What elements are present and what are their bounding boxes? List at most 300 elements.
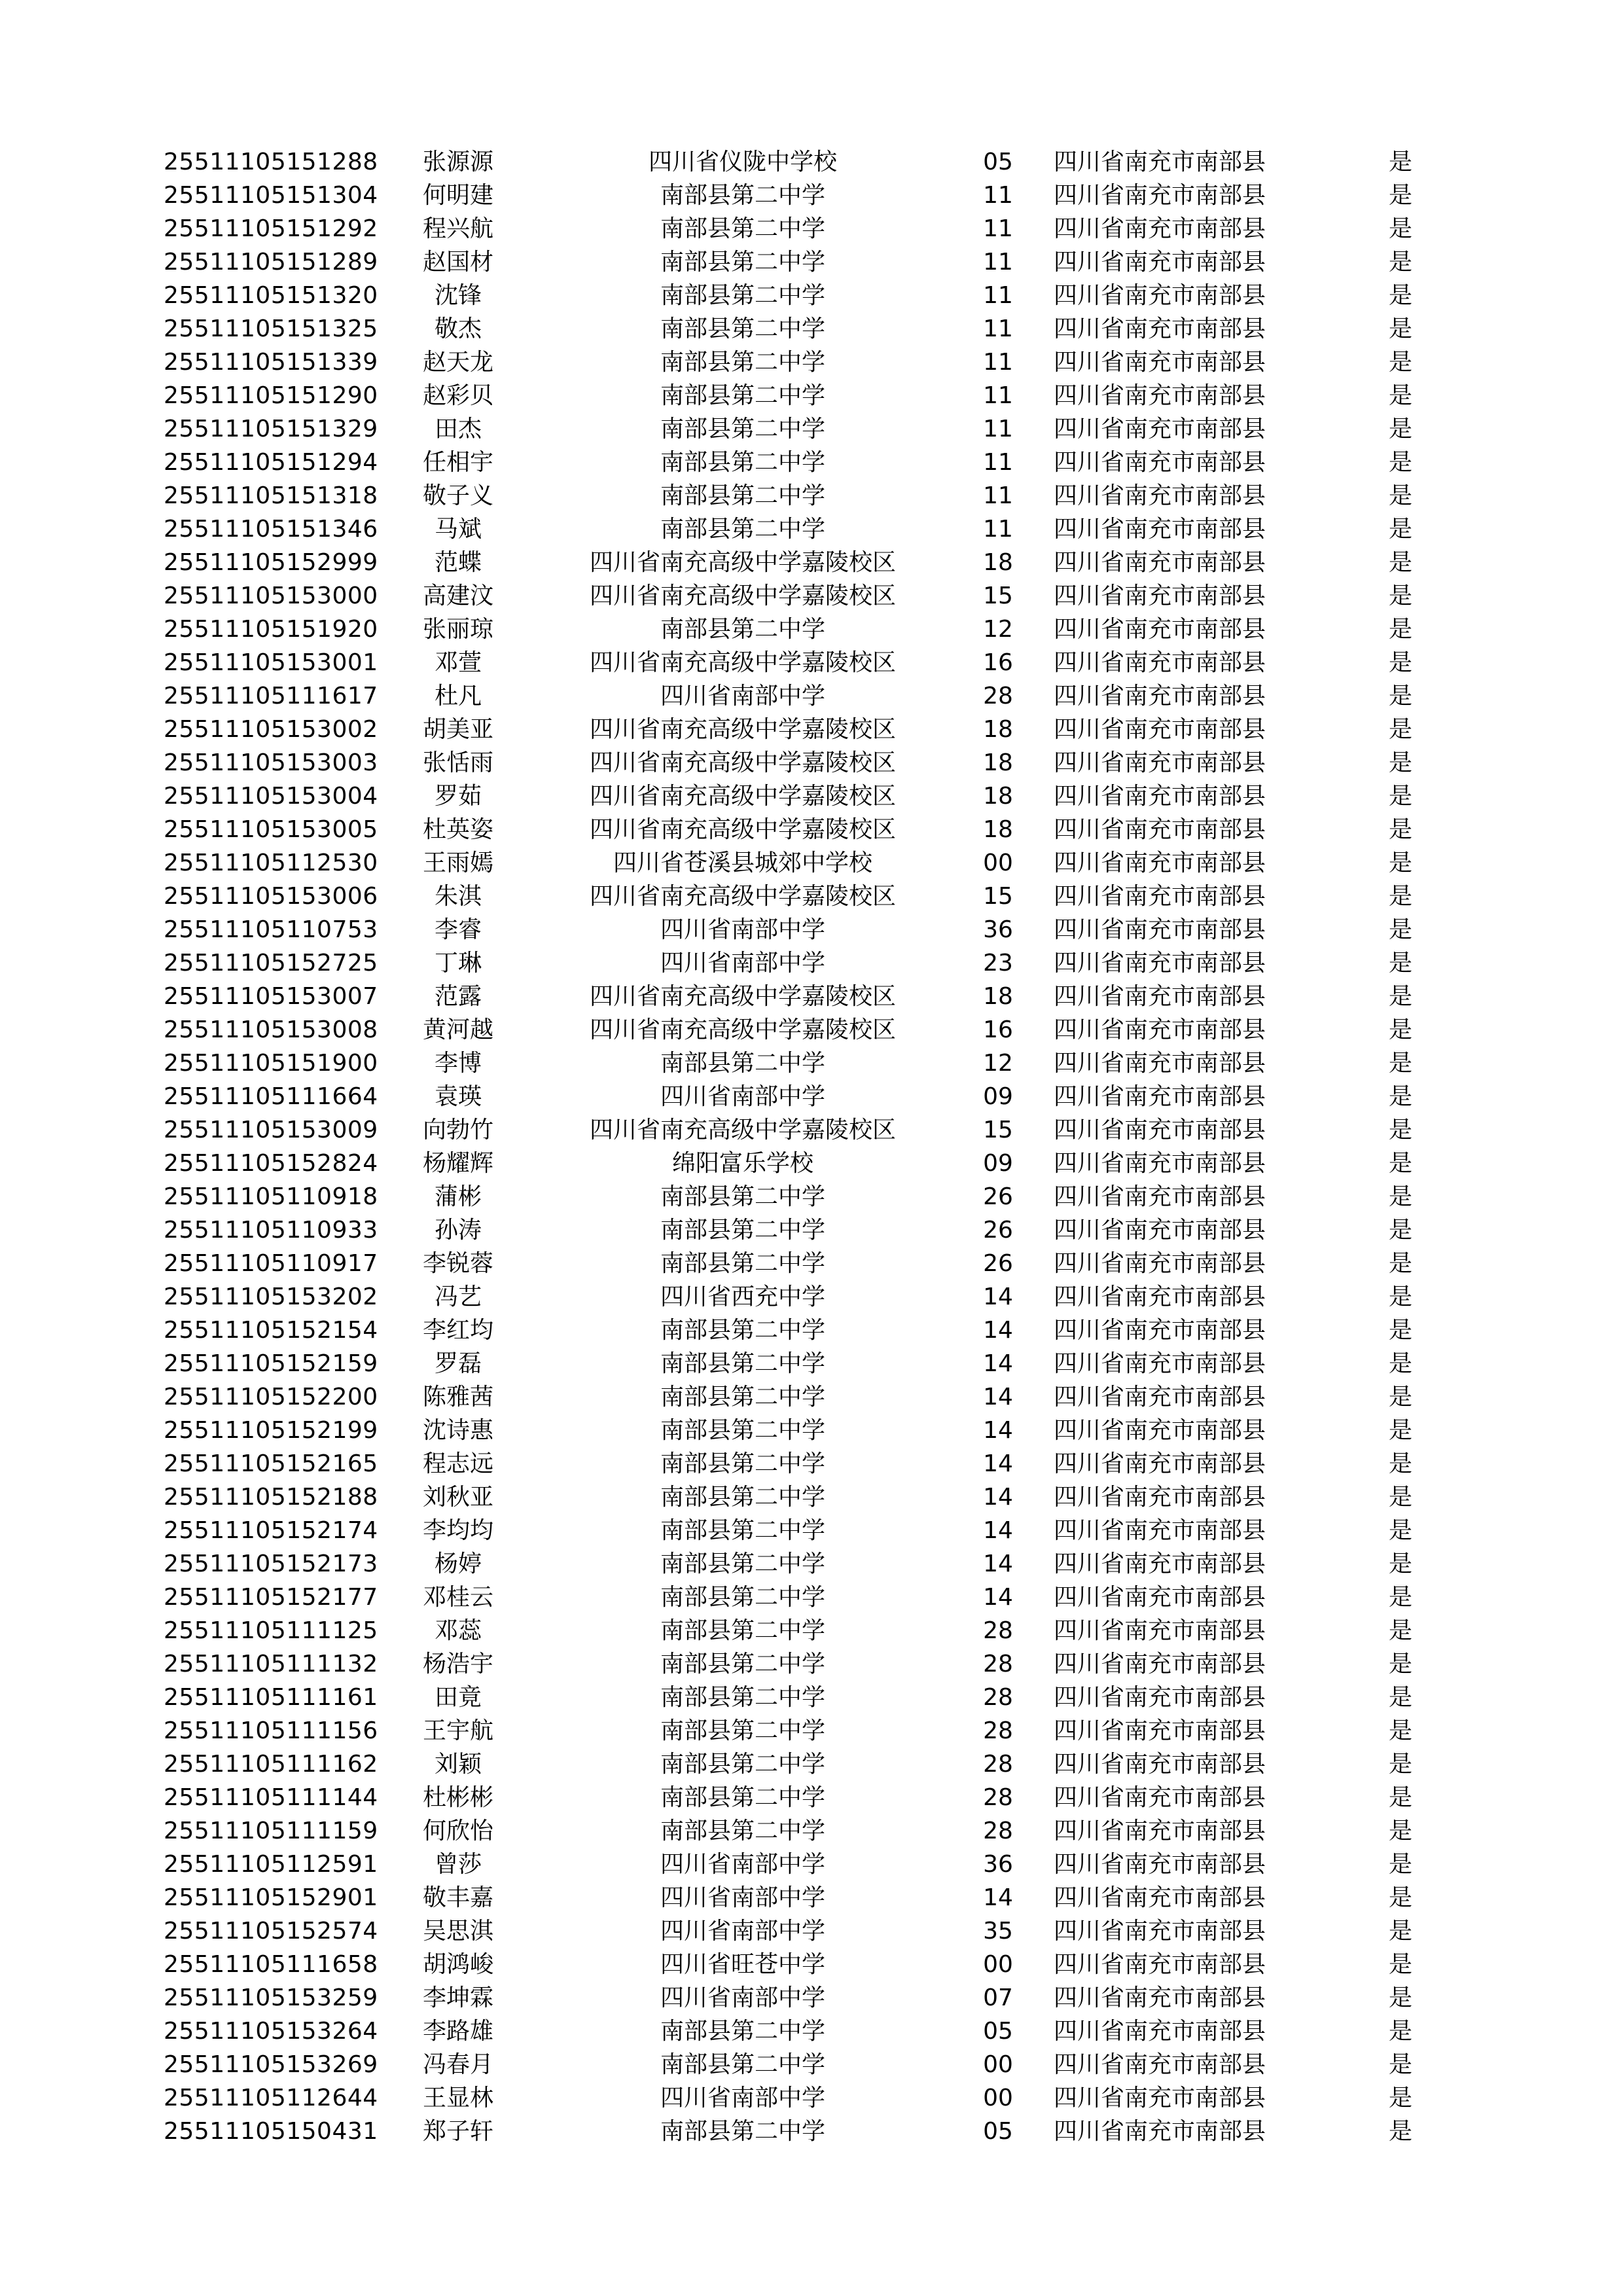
region-name: 四川省南充市南部县 [1054, 1684, 1266, 1711]
table-row [0, 1981, 1623, 2015]
status-flag: 是 [1388, 1150, 1412, 1177]
status-flag: 是 [1388, 1484, 1412, 1511]
status-flag: 是 [1388, 983, 1412, 1010]
candidate-id: 25511105110918 [164, 1183, 378, 1210]
table-row [0, 946, 1623, 980]
region-name: 四川省南充市南部县 [1054, 1818, 1266, 1844]
region-name: 四川省南充市南部县 [1054, 1918, 1266, 1945]
candidate-id: 25511105111162 [164, 1751, 378, 1778]
candidate-id: 25511105151318 [164, 482, 378, 509]
candidate-id: 25511105152154 [164, 1317, 378, 1344]
school-name: 四川省南充高级中学嘉陵校区 [589, 983, 896, 1010]
status-flag: 是 [1388, 850, 1412, 876]
class-code: 18 [983, 983, 1013, 1010]
region-name: 四川省南充市南部县 [1054, 950, 1266, 977]
school-name: 四川省苍溪县城郊中学校 [613, 850, 872, 876]
student-name: 赵彩贝 [422, 382, 493, 409]
status-flag: 是 [1388, 2118, 1412, 2145]
student-name: 任相宇 [422, 449, 493, 476]
region-name: 四川省南充市南部县 [1054, 716, 1266, 743]
table-row [0, 713, 1623, 746]
class-code: 09 [983, 1150, 1013, 1177]
student-name: 敬子义 [422, 482, 493, 509]
candidate-id: 25511105151304 [164, 182, 378, 209]
candidate-id: 25511105110753 [164, 916, 378, 943]
school-name: 南部县第二中学 [660, 1717, 825, 1744]
school-name: 南部县第二中学 [660, 416, 825, 442]
class-code: 05 [983, 149, 1013, 175]
candidate-id: 25511105112530 [164, 850, 378, 876]
table-row [0, 2015, 1623, 2048]
student-name: 王雨嫣 [422, 850, 493, 876]
table-row [0, 1213, 1623, 1247]
candidate-id: 25511105153001 [164, 649, 378, 676]
candidate-id: 25511105153264 [164, 2018, 378, 2045]
school-name: 南部县第二中学 [660, 2118, 825, 2145]
candidate-id: 25511105152725 [164, 950, 378, 977]
student-name: 罗磊 [434, 1350, 482, 1377]
table-row [0, 813, 1623, 846]
status-flag: 是 [1388, 1684, 1412, 1711]
status-flag: 是 [1388, 482, 1412, 509]
region-name: 四川省南充市南部县 [1054, 583, 1266, 609]
class-code: 14 [983, 1517, 1013, 1544]
status-flag: 是 [1388, 716, 1412, 743]
class-code: 11 [983, 416, 1013, 442]
student-name: 程志远 [422, 1450, 493, 1477]
status-flag: 是 [1388, 1083, 1412, 1110]
student-name: 沈锋 [434, 282, 482, 309]
class-code: 26 [983, 1217, 1013, 1244]
candidate-id: 25511105152901 [164, 1884, 378, 1911]
student-name: 朱淇 [434, 883, 482, 910]
region-name: 四川省南充市南部县 [1054, 1984, 1266, 2011]
class-code: 15 [983, 583, 1013, 609]
student-name: 黄河越 [422, 1016, 493, 1043]
student-name: 邓桂云 [422, 1584, 493, 1611]
table-row [0, 1748, 1623, 1781]
status-flag: 是 [1388, 1551, 1412, 1577]
school-name: 南部县第二中学 [660, 1818, 825, 1844]
school-name: 南部县第二中学 [660, 215, 825, 242]
status-flag: 是 [1388, 349, 1412, 376]
table-row [0, 446, 1623, 479]
class-code: 14 [983, 1384, 1013, 1410]
status-flag: 是 [1388, 2085, 1412, 2111]
region-name: 四川省南充市南部县 [1054, 149, 1266, 175]
class-code: 18 [983, 716, 1013, 743]
status-flag: 是 [1388, 416, 1412, 442]
region-name: 四川省南充市南部县 [1054, 1050, 1266, 1077]
school-name: 南部县第二中学 [660, 1784, 825, 1811]
table-row [0, 880, 1623, 913]
school-name: 四川省南部中学 [660, 1984, 825, 2011]
class-code: 36 [983, 916, 1013, 943]
class-code: 14 [983, 1884, 1013, 1911]
school-name: 南部县第二中学 [660, 182, 825, 209]
table-row [0, 2081, 1623, 2115]
table-row [0, 1314, 1623, 1347]
status-flag: 是 [1388, 2051, 1412, 2078]
table-row [0, 913, 1623, 946]
status-flag: 是 [1388, 315, 1412, 342]
student-name: 袁瑛 [434, 1083, 482, 1110]
candidate-id: 25511105152999 [164, 549, 378, 576]
status-flag: 是 [1388, 916, 1412, 943]
class-code: 00 [983, 2085, 1013, 2111]
student-name: 杨婷 [434, 1551, 482, 1577]
region-name: 四川省南充市南部县 [1054, 883, 1266, 910]
school-name: 南部县第二中学 [660, 1617, 825, 1644]
candidate-id: 25511105111144 [164, 1784, 378, 1811]
student-name: 沈诗惠 [422, 1417, 493, 1444]
region-name: 四川省南充市南部县 [1054, 182, 1266, 209]
region-name: 四川省南充市南部县 [1054, 1417, 1266, 1444]
region-name: 四川省南充市南部县 [1054, 1117, 1266, 1143]
candidate-id: 25511105153003 [164, 749, 378, 776]
candidate-id: 25511105151325 [164, 315, 378, 342]
table-row [0, 646, 1623, 679]
region-name: 四川省南充市南部县 [1054, 1617, 1266, 1644]
region-name: 四川省南充市南部县 [1054, 249, 1266, 276]
class-code: 12 [983, 616, 1013, 643]
student-name: 冯春月 [422, 2051, 493, 2078]
table-row [0, 2048, 1623, 2081]
school-name: 南部县第二中学 [660, 516, 825, 543]
table-row [0, 1514, 1623, 1547]
region-name: 四川省南充市南部县 [1054, 783, 1266, 810]
class-code: 28 [983, 1684, 1013, 1711]
region-name: 四川省南充市南部县 [1054, 1217, 1266, 1244]
school-name: 四川省南部中学 [660, 1918, 825, 1945]
table-row [0, 1814, 1623, 1848]
table-row [0, 1581, 1623, 1614]
school-name: 南部县第二中学 [660, 315, 825, 342]
status-flag: 是 [1388, 249, 1412, 276]
school-name: 南部县第二中学 [660, 1517, 825, 1544]
region-name: 四川省南充市南部县 [1054, 1016, 1266, 1043]
region-name: 四川省南充市南部县 [1054, 1317, 1266, 1344]
school-name: 南部县第二中学 [660, 1450, 825, 1477]
table-row [0, 1414, 1623, 1447]
class-code: 14 [983, 1317, 1013, 1344]
status-flag: 是 [1388, 1250, 1412, 1277]
class-code: 23 [983, 950, 1013, 977]
class-code: 18 [983, 816, 1013, 843]
school-name: 南部县第二中学 [660, 382, 825, 409]
school-name: 四川省南部中学 [660, 916, 825, 943]
school-name: 南部县第二中学 [660, 1317, 825, 1344]
class-code: 11 [983, 382, 1013, 409]
student-name: 孙涛 [434, 1217, 482, 1244]
student-name: 张恬雨 [422, 749, 493, 776]
candidate-id: 25511105153005 [164, 816, 378, 843]
region-name: 四川省南充市南部县 [1054, 983, 1266, 1010]
candidate-id: 25511105111664 [164, 1083, 378, 1110]
candidate-id: 25511105153007 [164, 983, 378, 1010]
status-flag: 是 [1388, 1717, 1412, 1744]
table-row [0, 613, 1623, 646]
table-row [0, 1881, 1623, 1914]
candidate-id: 25511105153202 [164, 1283, 378, 1310]
table-row [0, 1080, 1623, 1113]
class-code: 28 [983, 1651, 1013, 1677]
candidate-id: 25511105150431 [164, 2118, 378, 2145]
status-flag: 是 [1388, 1417, 1412, 1444]
region-name: 四川省南充市南部县 [1054, 1384, 1266, 1410]
table-row [0, 379, 1623, 412]
class-code: 28 [983, 1717, 1013, 1744]
class-code: 00 [983, 2051, 1013, 2078]
school-name: 南部县第二中学 [660, 1684, 825, 1711]
candidate-id: 25511105151900 [164, 1050, 378, 1077]
status-flag: 是 [1388, 549, 1412, 576]
table-row [0, 1147, 1623, 1180]
student-name: 赵国材 [422, 249, 493, 276]
school-name: 南部县第二中学 [660, 1751, 825, 1778]
table-row [0, 1614, 1623, 1647]
candidate-id: 25511105151329 [164, 416, 378, 442]
status-flag: 是 [1388, 449, 1412, 476]
school-name: 南部县第二中学 [660, 1584, 825, 1611]
class-code: 26 [983, 1183, 1013, 1210]
table-row [0, 1047, 1623, 1080]
school-name: 四川省南充高级中学嘉陵校区 [589, 1016, 896, 1043]
student-name: 刘秋亚 [422, 1484, 493, 1511]
status-flag: 是 [1388, 149, 1412, 175]
student-name: 邓蕊 [434, 1617, 482, 1644]
school-name: 四川省南充高级中学嘉陵校区 [589, 649, 896, 676]
region-name: 四川省南充市南部县 [1054, 1851, 1266, 1878]
candidate-id: 25511105111132 [164, 1651, 378, 1677]
candidate-id: 25511105152199 [164, 1417, 378, 1444]
class-code: 14 [983, 1283, 1013, 1310]
status-flag: 是 [1388, 749, 1412, 776]
school-name: 四川省南充高级中学嘉陵校区 [589, 583, 896, 609]
school-name: 四川省南充高级中学嘉陵校区 [589, 749, 896, 776]
school-name: 四川省南部中学 [660, 683, 825, 709]
school-name: 南部县第二中学 [660, 349, 825, 376]
school-name: 四川省南部中学 [660, 1083, 825, 1110]
table-row [0, 1948, 1623, 1981]
table-row [0, 1914, 1623, 1948]
school-name: 南部县第二中学 [660, 1050, 825, 1077]
table-row [0, 1647, 1623, 1681]
student-name: 马斌 [434, 516, 482, 543]
table-row [0, 1280, 1623, 1314]
student-name: 张丽琼 [422, 616, 493, 643]
status-flag: 是 [1388, 1050, 1412, 1077]
class-code: 28 [983, 1818, 1013, 1844]
status-flag: 是 [1388, 1984, 1412, 2011]
status-flag: 是 [1388, 516, 1412, 543]
student-name: 丁琳 [434, 950, 482, 977]
student-name: 李坤霖 [422, 1984, 493, 2011]
student-name: 杨耀辉 [422, 1150, 493, 1177]
table-row [0, 145, 1623, 179]
region-name: 四川省南充市南部县 [1054, 449, 1266, 476]
class-code: 18 [983, 749, 1013, 776]
table-row [0, 279, 1623, 312]
student-name: 李路雄 [422, 2018, 493, 2045]
region-name: 四川省南充市南部县 [1054, 549, 1266, 576]
class-code: 14 [983, 1484, 1013, 1511]
region-name: 四川省南充市南部县 [1054, 1450, 1266, 1477]
candidate-id: 25511105152188 [164, 1484, 378, 1511]
status-flag: 是 [1388, 1617, 1412, 1644]
student-name: 杜彬彬 [422, 1784, 493, 1811]
status-flag: 是 [1388, 1283, 1412, 1310]
status-flag: 是 [1388, 1884, 1412, 1911]
student-name: 李红均 [422, 1317, 493, 1344]
candidate-id: 25511105151339 [164, 349, 378, 376]
class-code: 36 [983, 1851, 1013, 1878]
candidate-id: 25511105111156 [164, 1717, 378, 1744]
candidate-id: 25511105112644 [164, 2085, 378, 2111]
candidate-id: 25511105152177 [164, 1584, 378, 1611]
school-name: 南部县第二中学 [660, 1384, 825, 1410]
table-row [0, 2115, 1623, 2148]
candidate-id: 25511105151320 [164, 282, 378, 309]
region-name: 四川省南充市南部县 [1054, 282, 1266, 309]
candidate-id: 25511105112591 [164, 1851, 378, 1878]
table-row [0, 512, 1623, 546]
table-row [0, 1480, 1623, 1514]
student-name: 曾莎 [434, 1851, 482, 1878]
student-name: 杜凡 [434, 683, 482, 709]
candidate-id: 25511105153009 [164, 1117, 378, 1143]
region-name: 四川省南充市南部县 [1054, 1350, 1266, 1377]
school-name: 四川省南充高级中学嘉陵校区 [589, 816, 896, 843]
candidate-id: 25511105151292 [164, 215, 378, 242]
student-name: 王显林 [422, 2085, 493, 2111]
table-row [0, 1447, 1623, 1480]
school-name: 南部县第二中学 [660, 616, 825, 643]
status-flag: 是 [1388, 1217, 1412, 1244]
status-flag: 是 [1388, 1951, 1412, 1978]
table-row [0, 1848, 1623, 1881]
student-name: 罗茹 [434, 783, 482, 810]
status-flag: 是 [1388, 1317, 1412, 1344]
student-name: 吴思淇 [422, 1918, 493, 1945]
school-name: 南部县第二中学 [660, 1217, 825, 1244]
class-code: 11 [983, 315, 1013, 342]
class-code: 18 [983, 549, 1013, 576]
class-code: 28 [983, 1784, 1013, 1811]
region-name: 四川省南充市南部县 [1054, 1584, 1266, 1611]
class-code: 15 [983, 1117, 1013, 1143]
class-code: 35 [983, 1918, 1013, 1945]
school-name: 四川省南充高级中学嘉陵校区 [589, 883, 896, 910]
region-name: 四川省南充市南部县 [1054, 616, 1266, 643]
region-name: 四川省南充市南部县 [1054, 1551, 1266, 1577]
region-name: 四川省南充市南部县 [1054, 516, 1266, 543]
region-name: 四川省南充市南部县 [1054, 1884, 1266, 1911]
candidate-id: 25511105151920 [164, 616, 378, 643]
region-name: 四川省南充市南部县 [1054, 816, 1266, 843]
school-name: 南部县第二中学 [660, 249, 825, 276]
table-row [0, 1681, 1623, 1714]
status-flag: 是 [1388, 1918, 1412, 1945]
status-flag: 是 [1388, 683, 1412, 709]
record-table [0, 145, 1623, 2148]
status-flag: 是 [1388, 1851, 1412, 1878]
table-row [0, 546, 1623, 579]
region-name: 四川省南充市南部县 [1054, 1717, 1266, 1744]
class-code: 16 [983, 1016, 1013, 1043]
table-row [0, 312, 1623, 346]
school-name: 南部县第二中学 [660, 1350, 825, 1377]
class-code: 14 [983, 1417, 1013, 1444]
table-row [0, 245, 1623, 279]
table-row [0, 1380, 1623, 1414]
region-name: 四川省南充市南部县 [1054, 1183, 1266, 1210]
table-row [0, 479, 1623, 512]
candidate-id: 25511105151290 [164, 382, 378, 409]
status-flag: 是 [1388, 1651, 1412, 1677]
status-flag: 是 [1388, 1751, 1412, 1778]
table-row [0, 412, 1623, 446]
school-name: 南部县第二中学 [660, 1484, 825, 1511]
region-name: 四川省南充市南部县 [1054, 916, 1266, 943]
status-flag: 是 [1388, 1818, 1412, 1844]
region-name: 四川省南充市南部县 [1054, 349, 1266, 376]
region-name: 四川省南充市南部县 [1054, 850, 1266, 876]
student-name: 杜英姿 [422, 816, 493, 843]
school-name: 南部县第二中学 [660, 1551, 825, 1577]
class-code: 12 [983, 1050, 1013, 1077]
school-name: 四川省旺苍中学 [660, 1951, 825, 1978]
table-row [0, 1247, 1623, 1280]
status-flag: 是 [1388, 783, 1412, 810]
class-code: 26 [983, 1250, 1013, 1277]
region-name: 四川省南充市南部县 [1054, 1083, 1266, 1110]
candidate-id: 25511105111617 [164, 683, 378, 709]
table-row [0, 179, 1623, 212]
student-name: 田竟 [434, 1684, 482, 1711]
school-name: 南部县第二中学 [660, 1651, 825, 1677]
class-code: 07 [983, 1984, 1013, 2011]
status-flag: 是 [1388, 583, 1412, 609]
class-code: 11 [983, 349, 1013, 376]
student-name: 李睿 [434, 916, 482, 943]
candidate-id: 25511105110917 [164, 1250, 378, 1277]
status-flag: 是 [1388, 1350, 1412, 1377]
table-row [0, 1547, 1623, 1581]
candidate-id: 25511105111159 [164, 1818, 378, 1844]
status-flag: 是 [1388, 616, 1412, 643]
student-name: 王宇航 [422, 1717, 493, 1744]
region-name: 四川省南充市南部县 [1054, 1150, 1266, 1177]
status-flag: 是 [1388, 1784, 1412, 1811]
table-row [0, 1013, 1623, 1047]
class-code: 28 [983, 1751, 1013, 1778]
candidate-id: 25511105153004 [164, 783, 378, 810]
class-code: 11 [983, 249, 1013, 276]
region-name: 四川省南充市南部县 [1054, 416, 1266, 442]
class-code: 14 [983, 1584, 1013, 1611]
candidate-id: 25511105152174 [164, 1517, 378, 1544]
status-flag: 是 [1388, 282, 1412, 309]
region-name: 四川省南充市南部县 [1054, 1651, 1266, 1677]
region-name: 四川省南充市南部县 [1054, 2085, 1266, 2111]
class-code: 15 [983, 883, 1013, 910]
school-name: 南部县第二中学 [660, 1183, 825, 1210]
school-name: 四川省南充高级中学嘉陵校区 [589, 783, 896, 810]
region-name: 四川省南充市南部县 [1054, 482, 1266, 509]
status-flag: 是 [1388, 1450, 1412, 1477]
student-name: 程兴航 [422, 215, 493, 242]
